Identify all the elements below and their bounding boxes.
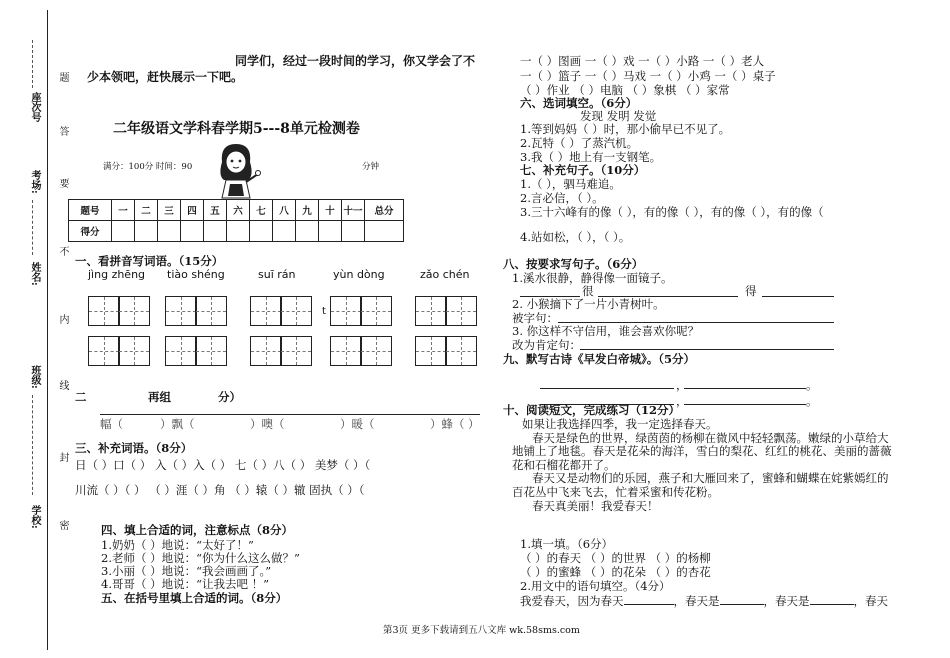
name-blank [32,200,33,255]
poem-comma-1: ， [676,378,688,392]
writing-grid[interactable] [280,336,312,366]
poem-period-1: 。 [806,378,818,392]
writing-grid[interactable] [118,296,150,326]
seal-char-5: 内 [57,314,68,324]
section-2-title-c: 分） [218,390,241,404]
score-cell[interactable] [158,221,181,242]
binding-line [47,10,48,650]
writing-grid[interactable] [250,336,282,366]
affirmative-blank[interactable] [580,337,834,350]
adverb-line-4: 4.哥哥（ ）地说：“让我去吧 ！” [101,577,270,591]
seal-char-2: 答 [57,126,68,136]
writing-grid[interactable] [88,336,120,366]
adverb-line-2: 2.老师（ ）地说：“你为什么这么做？” [101,551,300,565]
question-1-row-2: （ ）的蜜蜂 （ ）的花朵 （ ）的杏花 [520,565,711,579]
sentence-line-3: 3.三十六峰有的像（ ），有的像（ ），有的像（ ），有的像（ [520,205,824,219]
seal-char-3: 要 [57,178,68,188]
group-word-4: ）暖（ [340,417,375,431]
section-2-title-b: 再组 [148,390,171,404]
writing-grid[interactable] [445,296,477,326]
passive-blank[interactable] [558,310,834,323]
passage-para-2c: 花和石榴花都开了。 [512,458,616,472]
seal-char-1: 题 [57,72,68,82]
score-header-cell: 七 [250,200,273,221]
exam-room-label: 考场: [29,170,40,194]
measure-word-row-2: 一（ ）篮子 一（ ）马戏 一（ ）小鸡 一（ ）桌子 [520,69,776,83]
writing-grid[interactable] [165,336,197,366]
score-header-cell: 二 [135,200,158,221]
score-header-cell: 总分 [365,200,404,221]
pinyin-4: yùn dòng [333,268,385,281]
rewrite-line-1: 1.溪水很静，静得像一面镜子。 [512,271,673,285]
passage-para-3b: 百花丛中飞来飞去，忙着采蜜和传花粉。 [512,485,719,499]
passage-para-1: 如果让我选择四季，我一定选择春天。 [522,417,718,431]
class-blank [32,395,33,495]
word-options: 发现 发明 发觉 [580,109,657,123]
name-label: 姓名: [29,262,40,286]
stray-mark: t [322,306,326,317]
intro-line-1: 同学们，经过一段时间的学习，你又学会了不 [235,54,476,68]
score-header-cell: 一 [112,200,135,221]
rewrite-de: 得 [745,284,757,298]
passage-para-3a: 春天又是动物们的乐园，燕子和大雁回来了，蜜蜂和蝴蝶在姹紫嫣红的 [532,471,889,485]
score-cell[interactable] [135,221,158,242]
score-table-header-row [69,200,404,221]
seat-blank [32,40,33,88]
intro-line-2: 少本领吧，赶快展示一下吧。 [87,70,244,84]
rewrite-hen: 很 [582,284,594,298]
blank-1c[interactable] [762,284,834,297]
score-header-cell: 十一 [342,200,365,221]
fill-line-3: 3.我（ ）地上有一支钢笔。 [520,150,662,164]
score-header-cell: 题号 [69,200,112,221]
seal-char-7: 封 [57,452,68,462]
passage-para-2b: 地铺上了地毯。春天是花朵的海洋，雪白的梨花、红红的桃花、美丽的蔷薇 [512,444,892,458]
poem-blank-1[interactable] [540,376,674,389]
question-2-title: 2.用文中的语句填空。（4分） [520,579,671,593]
section-4-title: 四、填上合适的词，注意标点（8分） [101,523,293,537]
seat-number-label: 座次号 [29,92,40,122]
passive-label: 被字句： [512,311,558,325]
score-cell[interactable] [250,221,273,242]
score-header-cell: 九 [296,200,319,221]
score-header-cell: 十 [319,200,342,221]
q2-blank-1[interactable] [624,592,674,605]
section-10-title: 十、阅读短文，完成练习（12分） [503,403,681,417]
fill-line-2: 2.瓦特（ ）了蒸汽机。 [520,136,639,150]
score-cell[interactable] [273,221,296,242]
measure-word-row-3: （ ）作业 （ ）电脑 （ ）象棋 （ ）家常 [520,83,730,97]
sentence-line-4: 4.站如松，（ ），（ ）。 [520,230,631,244]
q2-text-a: 我爱春天，因为春天 [520,594,624,608]
section-1-title: 一、看拼音写词语。（15分） [75,254,224,268]
seal-char-4: 不 [57,246,68,256]
page-footer: 第3页 更多下载请到五八文库 wk.58sms.com [383,625,580,636]
score-header-cell: 六 [227,200,250,221]
writing-grid[interactable] [445,336,477,366]
affirmative-label: 改为肯定句： [512,338,581,352]
score-cell[interactable] [365,221,404,242]
score-table-score-row [69,221,404,242]
pinyin-5: zǎo chén [420,268,470,281]
poem-period-2: 。 [806,394,818,408]
writing-grid[interactable] [330,296,362,326]
group-word-3: ）噢（ [250,417,285,431]
sentence-line-1: 1.（ ），驷马难追。 [520,177,621,191]
section-2-fold-line [100,414,480,415]
group-word-1: 幅（ [100,417,123,431]
section-9-title: 九、默写古诗《早发白帝城》。（5分） [503,352,695,366]
question-2-line [520,592,888,609]
writing-grid[interactable] [195,336,227,366]
q2-blank-2[interactable] [720,592,764,605]
fill-line-1: 1.等到妈妈（ ）时，那小偷早已不见了。 [520,122,731,136]
group-word-5: ）蜂（ [430,417,465,431]
score-cell[interactable] [112,221,135,242]
writing-grid[interactable] [330,336,362,366]
section-8-title: 八、按要求写句子。（6分） [503,257,644,271]
score-cell[interactable] [204,221,227,242]
score-cell[interactable] [181,221,204,242]
writing-grid[interactable] [415,296,447,326]
section-2-title-a: 二 [75,390,87,404]
score-table [68,199,404,242]
score-cell[interactable] [319,221,342,242]
score-header-cell: 八 [273,200,296,221]
rewrite-line-3: 3. 你这样不守信用，谁会喜欢你呢？ [512,324,700,338]
poem-comma-2: ， [676,394,688,408]
exam-title: 二年级语文学科春学期5---8单元检测卷 [113,121,360,137]
adverb-line-1: 1.奶奶（ ）地说：“太好了！” [101,538,254,552]
score-header-cell: 五 [204,200,227,221]
writing-grid[interactable] [360,296,392,326]
score-header-cell: 三 [158,200,181,221]
poem-blank-2[interactable] [684,376,806,389]
passage-para-4: 春天真美丽！我爱春天！ [532,499,659,513]
writing-grid[interactable] [165,296,197,326]
score-time-info: 满分：100分 时间：90 [103,162,193,172]
writing-grid[interactable] [195,296,227,326]
writing-grid[interactable] [118,336,150,366]
writing-grid[interactable] [250,296,282,326]
passage-para-2a: 春天是绿色的世界，绿茵茵的杨柳在微风中轻轻飘荡。嫩绿的小草给大 [532,431,889,445]
score-cell[interactable] [227,221,250,242]
writing-grid[interactable] [360,336,392,366]
writing-grid[interactable] [415,336,447,366]
q2-text-b: ，春天是 [673,594,720,608]
pinyin-1: jìng zhēng [88,268,146,281]
seal-char-6: 线 [57,380,68,390]
pinyin-3: suī rán [258,268,296,281]
poem-blank-4[interactable] [684,392,806,405]
score-header-cell: 四 [181,200,204,221]
idiom-row-1: 日（ ）口（ ） 入（ ）入（ ） 七（ ）八（ ） 美梦（ ）（ [75,458,371,472]
cartoon-girl-illustration [210,140,262,202]
section-3-title: 三、补充词语。（8分） [75,441,193,455]
idiom-row-2: 川流（ ）（ ） （ ）涯（ ）角 （ ）辕（ ）辙 固执（ ）（ [75,483,365,497]
class-label: 班级: [29,365,40,389]
minutes-label: 分钟 [362,162,380,172]
score-cell[interactable] [296,221,319,242]
writing-grid[interactable] [280,296,312,326]
question-1-row-1: （ ）的春天 （ ）的世界 （ ）的杨柳 [520,551,711,565]
q2-text-c: ，春天是 [763,594,810,608]
q2-text-d: ，春天 [853,594,888,608]
question-1-title: 1.填一填。（6分） [520,537,614,551]
sentence-line-2: 2.言必信，（ ）。 [520,191,604,205]
section-5-title: 五、在括号里填上合适的词。（8分） [101,591,288,605]
q2-blank-3[interactable] [810,592,854,605]
adverb-line-3: 3.小丽（ ）地说：“我会画画了。” [101,564,272,578]
pinyin-2: tiào shéng [167,268,225,281]
measure-word-row-1: 一（ ）图画 一（ ）戏 一（ ）小路 一（ ）老人 [520,54,765,68]
section-6-title: 六、选词填空。（6分） [520,96,638,110]
group-word-2: ）飘（ [160,417,195,431]
rewrite-line-2: 2. 小猴摘下了一片小青树叶。 [512,297,665,311]
writing-grid[interactable] [88,296,120,326]
score-row-label: 得分 [69,221,112,242]
section-7-title: 七、补充句子。（10分） [520,163,646,177]
school-label: 学校: [29,505,40,529]
score-cell[interactable] [342,221,365,242]
seal-char-8: 密 [57,520,68,530]
group-word-close: ） [468,417,480,431]
